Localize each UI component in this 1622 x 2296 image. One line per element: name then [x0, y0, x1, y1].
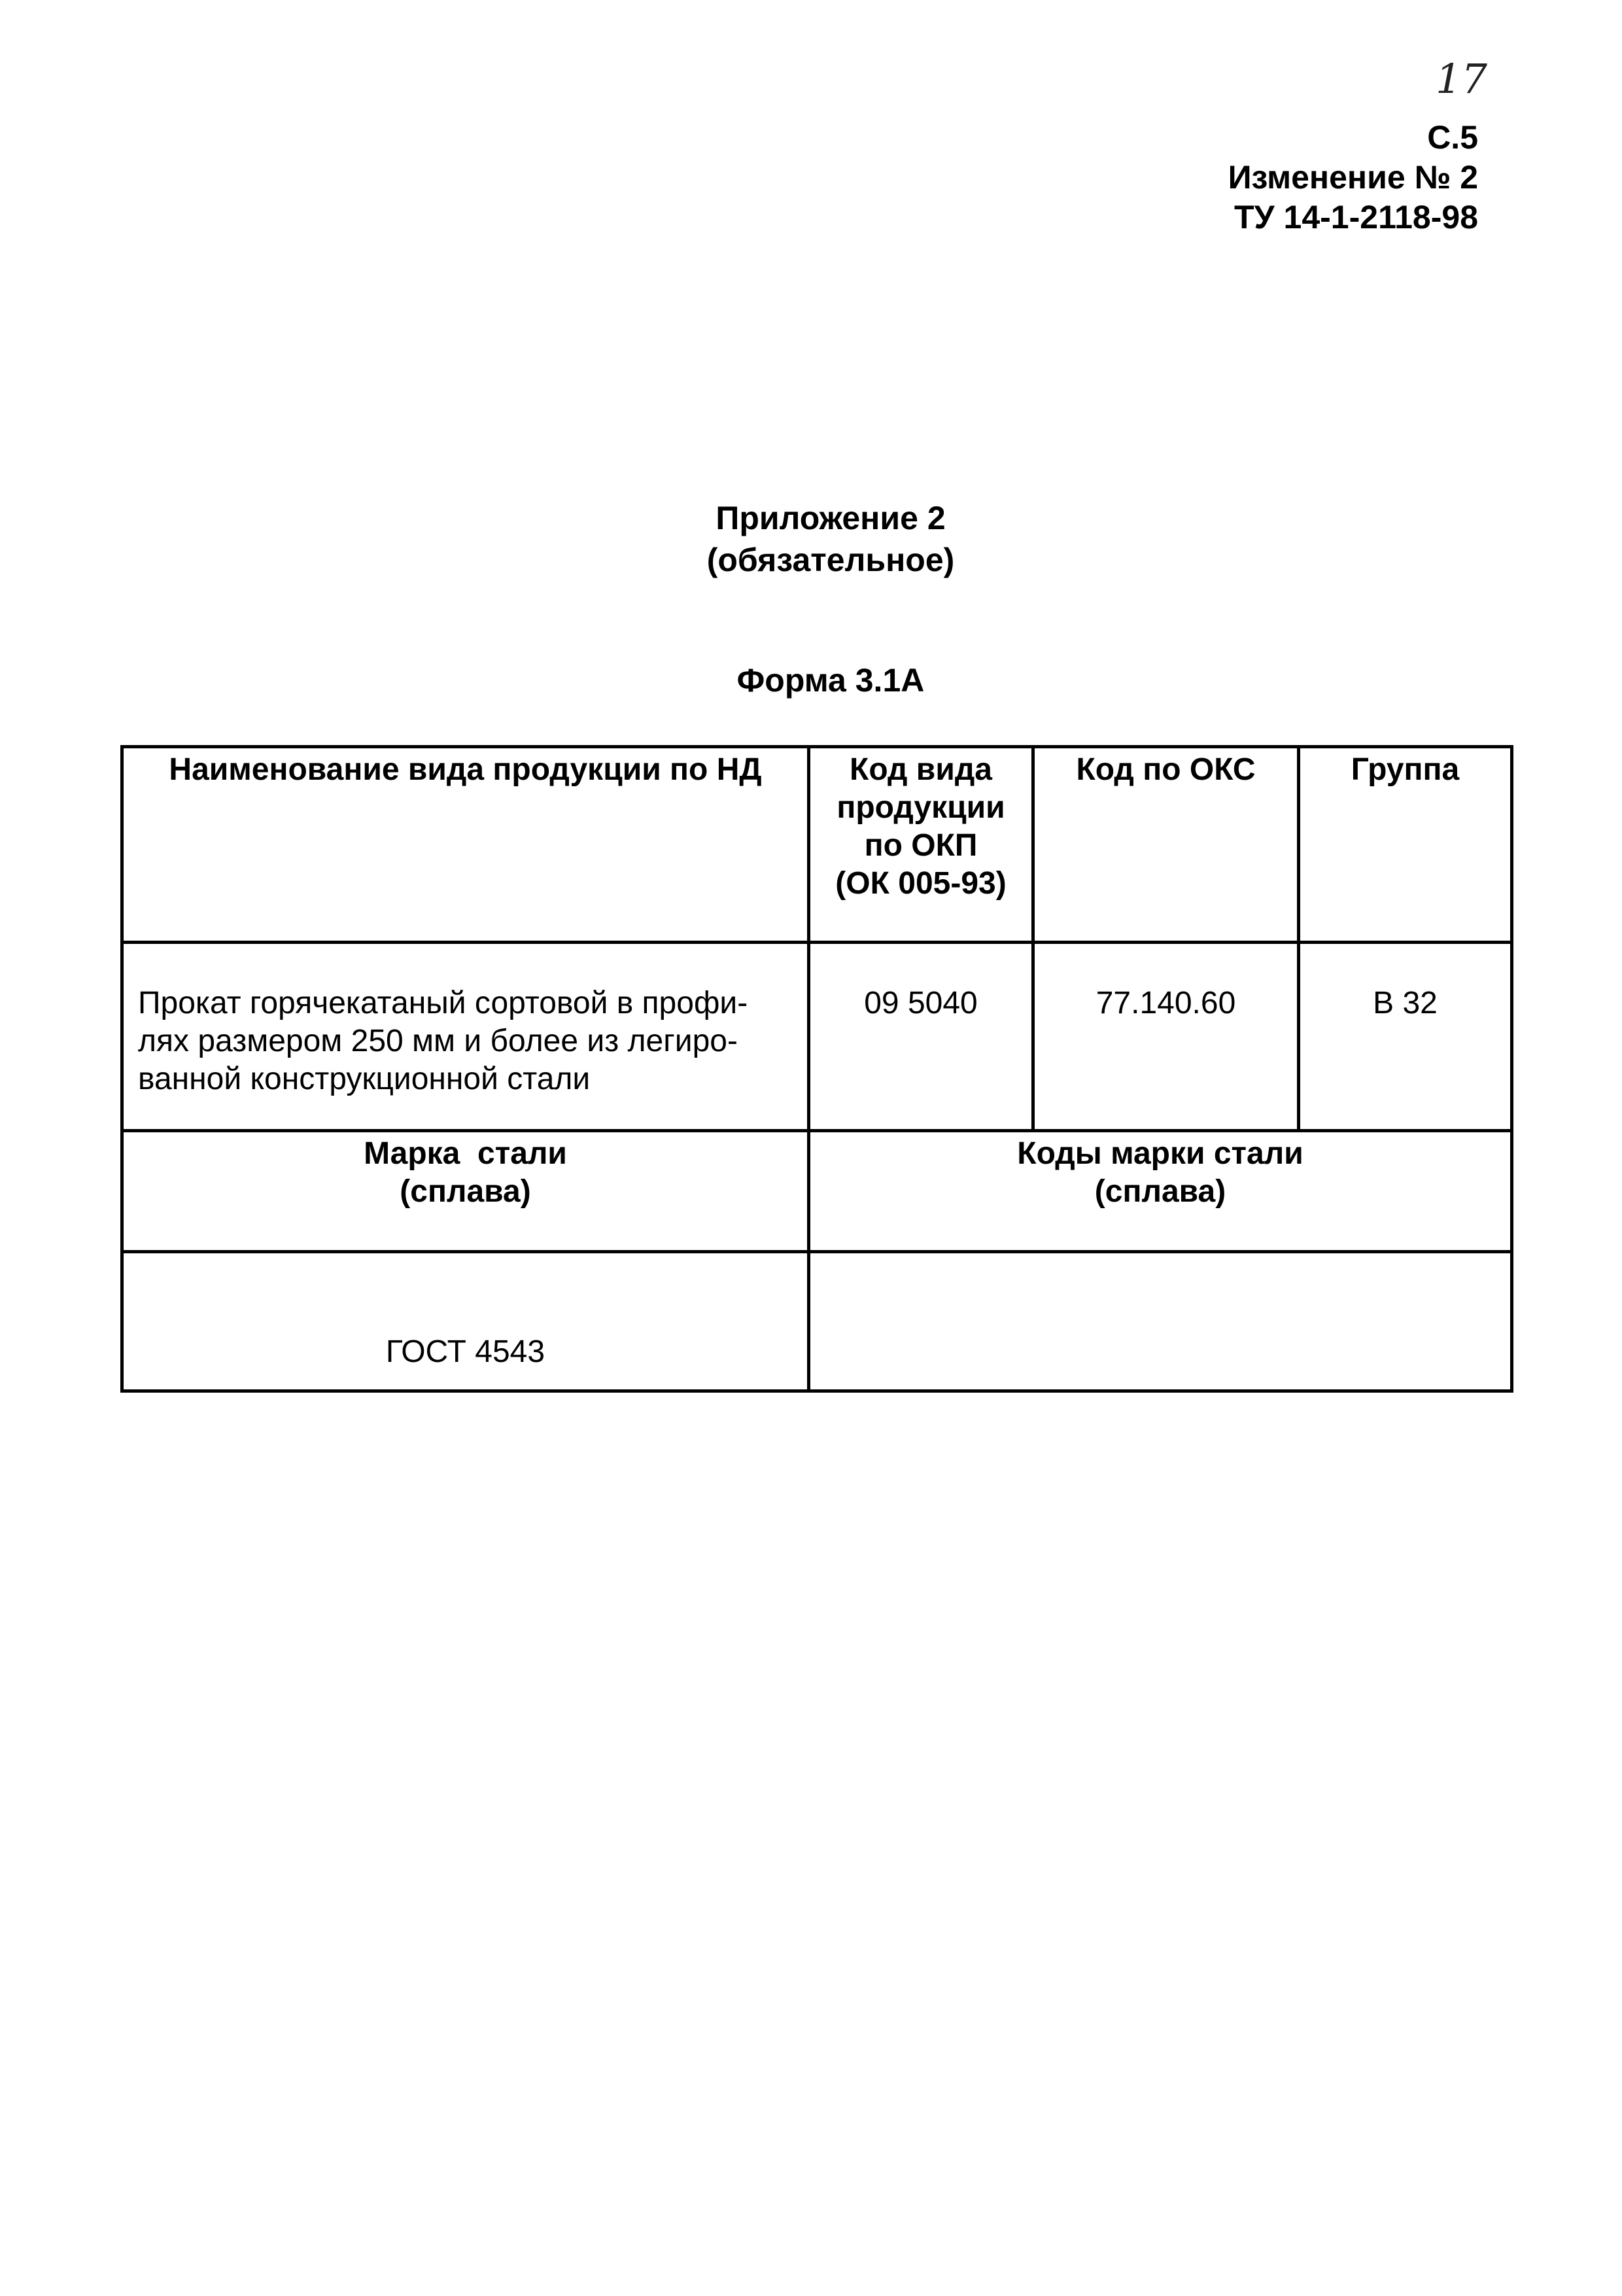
handwritten-page-number: 17 — [1436, 55, 1487, 103]
okp-code-cell: 09 5040 — [809, 943, 1033, 1131]
header-product-name: Наименование вида продукции по НД — [122, 747, 809, 943]
form-title: Форма 3.1А — [736, 662, 925, 699]
annex-subtitle: (обязательное) — [706, 542, 955, 578]
header-steel-grade — [122, 1131, 809, 1252]
header-grade-codes-line: (сплава) — [1094, 1174, 1226, 1209]
steel-grade-cell: ГОСТ 4543 — [122, 1252, 809, 1391]
oks-code-cell: 77.140.60 — [1033, 943, 1299, 1131]
header-steel-grade-line: Марка стали — [364, 1136, 567, 1171]
header-okp-line: Код вида — [850, 752, 992, 787]
document-header — [1228, 118, 1478, 237]
product-name-line: Прокат горячекатаный сортовой в профи- — [138, 986, 748, 1020]
annex-title: Приложение 2 — [716, 500, 946, 536]
spec-number: ТУ 14-1-2118-98 — [1234, 199, 1478, 235]
page-number: С.5 — [1427, 119, 1478, 156]
header-okp-line: (ОК 005-93) — [835, 866, 1007, 901]
header-oks-code: Код по ОКС — [1033, 747, 1299, 943]
group-cell: В 32 — [1299, 943, 1512, 1131]
header-grade-codes-line: Коды марки стали — [1017, 1136, 1303, 1171]
header-grade-codes — [809, 1131, 1512, 1252]
header-okp-code — [809, 747, 1033, 943]
product-name-cell — [122, 943, 809, 1131]
grade-row — [122, 1252, 1512, 1391]
table-row — [122, 943, 1512, 1131]
grade-header-row — [122, 1131, 1512, 1252]
product-name-line: ванной конструкционной стали — [138, 1062, 591, 1096]
product-form-table — [120, 745, 1513, 1393]
header-group: Группа — [1299, 747, 1512, 943]
header-steel-grade-line: (сплава) — [400, 1174, 531, 1209]
grade-codes-cell — [809, 1252, 1512, 1391]
header-okp-line: по ОКП — [864, 828, 978, 863]
change-number: Изменение № 2 — [1228, 159, 1478, 196]
table-header-row — [122, 747, 1512, 943]
header-okp-line: продукции — [837, 790, 1005, 825]
product-name-line: лях размером 250 мм и более из легиро- — [138, 1024, 738, 1058]
